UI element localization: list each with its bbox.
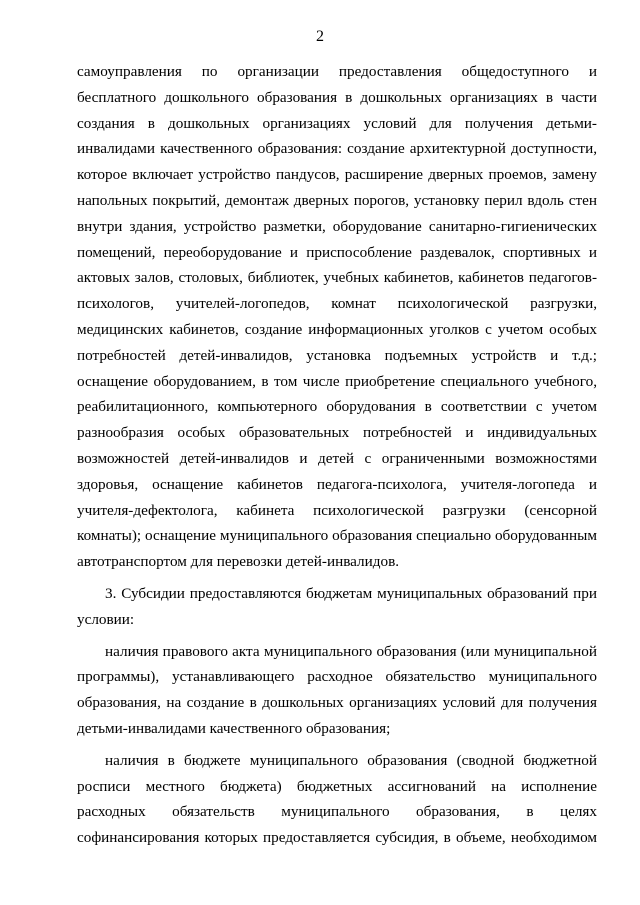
text-line: оснащение оборудованием, в том числе приобретение специального учебного, — [77, 372, 597, 390]
text-line: бесплатного дошкольного образования в дошкольных организациях в части — [77, 88, 597, 106]
text-line: самоуправления по организации предоставления общедоступного и — [77, 63, 597, 80]
text-line: программы), устанавливающего расходное обязательство муниципального — [77, 668, 597, 686]
document-body — [77, 59, 597, 851]
text-line: комнаты); оснащение муниципального образования специально оборудованным — [77, 527, 597, 545]
text-line: наличия в бюджете муниципального образования (сводной бюджетной — [105, 751, 597, 769]
text-line: расходных обязательств муниципального образования, в целях — [77, 803, 597, 821]
paragraph-condition-1 — [77, 639, 597, 742]
text-line: медицинских кабинетов, создание информационных уголков с учетом особых — [77, 320, 597, 338]
paragraph-continuation — [77, 59, 597, 575]
text-line: детьми-инвалидами качественного образования; — [77, 719, 391, 737]
text-line: разнообразия особых образовательных потребностей и индивидуальных — [77, 424, 597, 442]
page-number: 2 — [316, 28, 324, 45]
text-line: автотранспортом для перевозки детей-инвалидов. — [77, 553, 400, 571]
text-line: софинансирования которых предоставляется субсидия, в объеме, необходимом — [77, 829, 597, 847]
text-line: актовых залов, столовых, библиотек, учебных кабинетов, кабинетов педагогов- — [77, 269, 597, 287]
text-line: образования, на создание в дошкольных организациях условий для получения — [77, 694, 597, 712]
text-line: учителя-дефектолога, кабинета психологической разгрузки (сенсорной — [77, 501, 597, 519]
text-line: напольных покрытий, демонтаж дверных порогов, установку перил вдоль стен — [77, 191, 597, 209]
text-line: создания в дошкольных организациях условий для получения детьми- — [77, 114, 597, 132]
paragraph-item-3 — [77, 581, 597, 633]
text-line: наличия правового акта муниципального образования (или муниципальной — [105, 642, 597, 660]
text-line: инвалидами качественного образования: создание архитектурной доступности, — [77, 140, 597, 158]
text-line: здоровья, оснащение кабинетов педагога-психолога, учителя-логопеда и — [77, 475, 597, 493]
text-line: росписи местного бюджета) бюджетных ассигнований на исполнение — [77, 777, 597, 795]
text-line: которое включает устройство пандусов, расширение дверных проемов, замену — [77, 166, 597, 184]
text-line: психологов, учителей-логопедов, комнат психологической разгрузки, — [77, 295, 597, 313]
text-line: потребностей детей-инвалидов, установка подъемных устройств и т.д.; — [77, 346, 597, 364]
text-line: реабилитационного, компьютерного оборудования в соответствии с учетом — [77, 398, 597, 416]
text-line: внутри здания, устройство разметки, оборудование санитарно-гигиенических — [77, 217, 597, 235]
text-line: возможностей детей-инвалидов и детей с ограниченными возможностями — [77, 449, 597, 467]
paragraph-condition-2 — [77, 748, 597, 851]
text-line: условии: — [77, 610, 135, 628]
text-line: помещений, переоборудование и приспособление раздевалок, спортивных и — [77, 243, 597, 261]
text-line: 3. Субсидии предоставляются бюджетам муниципальных образований при — [105, 584, 597, 602]
